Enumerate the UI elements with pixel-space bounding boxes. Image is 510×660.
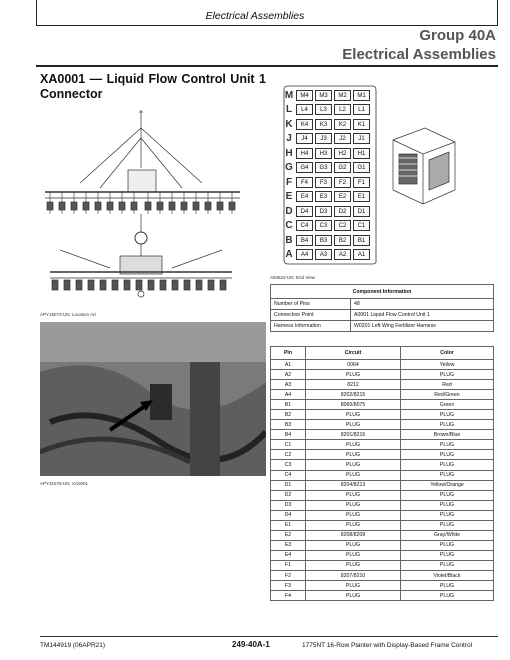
table-row — [271, 321, 494, 332]
pin-cell: F4 — [271, 591, 306, 601]
footer-page-number: 249-40A-1 — [232, 640, 270, 649]
table-row — [271, 400, 494, 410]
color-cell: Yellow — [401, 360, 494, 370]
pin-cell: C3 — [271, 460, 306, 470]
circuit-cell: PLUG — [306, 510, 401, 520]
pin-cell: E3 — [315, 191, 332, 202]
pin-cell: A4 — [271, 390, 306, 400]
color-cell: PLUG — [401, 370, 494, 380]
pin-row — [282, 190, 378, 205]
pin-cell: E1 — [271, 520, 306, 530]
pin-row-label: B — [285, 234, 293, 246]
pin-row-label: A — [285, 249, 293, 261]
pin-cell: D1 — [271, 480, 306, 490]
color-cell: Red — [401, 380, 494, 390]
color-cell: PLUG — [401, 550, 494, 560]
info-label: Number of Pins — [271, 299, 351, 310]
pin-row — [282, 175, 378, 190]
table-row — [271, 520, 494, 530]
pin-cell: J4 — [296, 133, 313, 144]
pin-cell: K3 — [315, 119, 332, 130]
table-row — [271, 470, 494, 480]
connector-3d-illustration — [385, 120, 465, 210]
pin-cell: B4 — [296, 235, 313, 246]
circuit-cell: PLUG — [306, 500, 401, 510]
table-row — [271, 490, 494, 500]
section-title: Electrical Assemblies — [342, 46, 496, 63]
pin-row — [282, 204, 378, 219]
pin-cell: B1 — [353, 235, 370, 246]
pin-cell: A1 — [271, 360, 306, 370]
color-cell: PLUG — [401, 490, 494, 500]
pin-cell: H1 — [353, 148, 370, 159]
circuit-cell: PLUG — [306, 440, 401, 450]
table-row — [271, 440, 494, 450]
pin-cell: F3 — [315, 177, 332, 188]
circuit-cell: 8212 — [306, 380, 401, 390]
circuit-cell: PLUG — [306, 460, 401, 470]
pin-row-label: C — [285, 220, 293, 232]
pin-cell: M2 — [334, 90, 351, 101]
pin-row-label: L — [285, 104, 293, 116]
table-row — [271, 370, 494, 380]
footer-product: 1775NT 16-Row Planter with Display-Based Frame Control — [302, 642, 473, 649]
component-info-table — [270, 284, 494, 332]
table-row — [271, 380, 494, 390]
circuit-cell: PLUG — [306, 550, 401, 560]
color-cell: PLUG — [401, 470, 494, 480]
pin-row-label: J — [286, 133, 292, 145]
pin-grid — [282, 88, 378, 262]
pin-cell: M4 — [296, 90, 313, 101]
pin-cell: A2 — [271, 370, 306, 380]
table-row — [271, 310, 494, 321]
pin-cell: H3 — [315, 148, 332, 159]
circuit-cell: PLUG — [306, 410, 401, 420]
pin-row — [282, 233, 378, 248]
pin-cell: B2 — [271, 410, 306, 420]
color-cell: Gray/White — [401, 530, 494, 540]
pin-circuit-table — [270, 346, 494, 601]
running-head: Electrical Assemblies — [205, 10, 305, 22]
pin-cell: E1 — [353, 191, 370, 202]
circuit-cell: PLUG — [306, 581, 401, 591]
pin-cell: A2 — [334, 249, 351, 260]
table-row — [271, 530, 494, 540]
pin-cell: D3 — [271, 500, 306, 510]
circuit-cell: PLUG — [306, 420, 401, 430]
color-cell: PLUG — [401, 510, 494, 520]
pin-cell: J1 — [353, 133, 370, 144]
pin-cell: E2 — [271, 530, 306, 540]
color-cell: PLUG — [401, 520, 494, 530]
planter-location-illustration — [40, 108, 266, 308]
table-row — [271, 570, 494, 580]
circuit-cell: PLUG — [306, 470, 401, 480]
pin-row — [282, 117, 378, 132]
color-cell: PLUG — [401, 460, 494, 470]
table-row — [271, 581, 494, 591]
connector-location-photo — [40, 322, 266, 476]
pin-cell: G2 — [334, 162, 351, 173]
pin-cell: L3 — [315, 104, 332, 115]
pin-cell: C1 — [271, 440, 306, 450]
circuit-cell: 8207/8210 — [306, 570, 401, 580]
circuit-cell: 8065/8075 — [306, 400, 401, 410]
pin-row-label: E — [285, 191, 293, 203]
pin-cell: A3 — [271, 380, 306, 390]
pin-cell: G4 — [296, 162, 313, 173]
pin-row — [282, 103, 378, 118]
pin-row-label: M — [284, 89, 294, 101]
pin-cell: B2 — [334, 235, 351, 246]
pin-cell: E2 — [334, 191, 351, 202]
color-cell: Red/Green — [401, 390, 494, 400]
pin-cell: F1 — [271, 560, 306, 570]
connector-end-view — [282, 84, 378, 266]
table-row — [271, 360, 494, 370]
pin-cell: J3 — [315, 133, 332, 144]
color-cell: Brown/Blue — [401, 430, 494, 440]
pin-cell: E4 — [271, 550, 306, 560]
circuit-cell: 8202/8215 — [306, 390, 401, 400]
circuit-header: Circuit — [306, 347, 401, 360]
pin-cell: E4 — [296, 191, 313, 202]
pin-cell: L4 — [296, 104, 313, 115]
pin-cell: C1 — [353, 220, 370, 231]
pin-cell: M1 — [353, 90, 370, 101]
pin-cell: C4 — [271, 470, 306, 480]
info-value: W0201 Left Wing Fertilizer Harness — [351, 321, 494, 332]
pin-cell: D2 — [271, 490, 306, 500]
pin-cell: F1 — [353, 177, 370, 188]
table-row — [271, 430, 494, 440]
footer-rule — [40, 636, 498, 637]
pin-row — [282, 219, 378, 234]
table-row — [271, 460, 494, 470]
table-row — [271, 560, 494, 570]
color-cell: Yellow/Orange — [401, 480, 494, 490]
table-row — [271, 510, 494, 520]
pin-cell: F2 — [334, 177, 351, 188]
pin-row — [282, 248, 378, 263]
pin-cell: B3 — [271, 420, 306, 430]
pin-row — [282, 132, 378, 147]
pin-cell: D1 — [353, 206, 370, 217]
info-label: Harness Information — [271, 321, 351, 332]
table-row — [271, 480, 494, 490]
circuit-cell: 0064 — [306, 360, 401, 370]
pin-row — [282, 88, 378, 103]
pin-cell: J2 — [334, 133, 351, 144]
pin-cell: M3 — [315, 90, 332, 101]
photo-caption: APY31575-UN: XA0001 — [40, 481, 89, 486]
pin-row — [282, 146, 378, 161]
circuit-cell: 8204/8213 — [306, 480, 401, 490]
color-cell: PLUG — [401, 540, 494, 550]
pin-cell: A4 — [296, 249, 313, 260]
pin-cell: F3 — [271, 581, 306, 591]
location-art-caption: APY19073-UN: Location Art — [40, 312, 96, 317]
color-cell: PLUG — [401, 560, 494, 570]
table-row — [271, 540, 494, 550]
table-row — [271, 410, 494, 420]
pin-cell: D3 — [315, 206, 332, 217]
pin-cell: H4 — [296, 148, 313, 159]
table-row — [271, 390, 494, 400]
pin-cell: E3 — [271, 540, 306, 550]
pin-cell: C3 — [315, 220, 332, 231]
table-row — [271, 450, 494, 460]
circuit-cell: PLUG — [306, 490, 401, 500]
circuit-cell: PLUG — [306, 520, 401, 530]
pin-row-label: H — [285, 147, 293, 159]
pin-cell: L2 — [334, 104, 351, 115]
pin-cell: K1 — [353, 119, 370, 130]
table-row — [271, 420, 494, 430]
color-cell: PLUG — [401, 410, 494, 420]
pin-cell: C4 — [296, 220, 313, 231]
pin-header: Pin — [271, 347, 306, 360]
pin-cell: K4 — [296, 119, 313, 130]
pin-cell: B4 — [271, 430, 306, 440]
table-row — [271, 550, 494, 560]
color-cell: PLUG — [401, 420, 494, 430]
end-view-caption: A94523-UN: End View — [270, 275, 315, 280]
pin-cell: G3 — [315, 162, 332, 173]
footer-doc-id: TM144919 (06APR21) — [40, 642, 106, 649]
circuit-cell: 8201/8216 — [306, 430, 401, 440]
table-row — [271, 500, 494, 510]
color-cell: PLUG — [401, 581, 494, 591]
header-rule — [36, 25, 498, 26]
pin-cell: A1 — [353, 249, 370, 260]
pin-cell: L1 — [353, 104, 370, 115]
color-cell: Violet/Black — [401, 570, 494, 580]
pin-cell: F4 — [296, 177, 313, 188]
pin-row — [282, 161, 378, 176]
color-cell: PLUG — [401, 591, 494, 601]
pin-row-label: K — [285, 118, 293, 130]
info-value: A0001 Liquid Flow Control Unit 1 — [351, 310, 494, 321]
circuit-cell: PLUG — [306, 370, 401, 380]
color-header: Color — [401, 347, 494, 360]
pin-cell: A3 — [315, 249, 332, 260]
title-rule — [36, 65, 498, 67]
pin-cell: G1 — [353, 162, 370, 173]
table-row — [271, 591, 494, 601]
pin-cell: H2 — [334, 148, 351, 159]
pin-row-label: G — [285, 162, 293, 174]
pin-cell: B1 — [271, 400, 306, 410]
circuit-cell: PLUG — [306, 540, 401, 550]
pin-row-label: F — [285, 176, 293, 188]
pin-cell: D4 — [271, 510, 306, 520]
connector-title: XA0001 — Liquid Flow Control Unit 1 Connector — [40, 72, 266, 101]
color-cell: Green — [401, 400, 494, 410]
pin-cell: C2 — [334, 220, 351, 231]
group-label: Group 40A — [419, 27, 496, 44]
table-row — [271, 299, 494, 310]
pin-row-label: D — [285, 205, 293, 217]
info-value: 48 — [351, 299, 494, 310]
pin-cell: K2 — [334, 119, 351, 130]
color-cell: PLUG — [401, 500, 494, 510]
color-cell: PLUG — [401, 440, 494, 450]
circuit-cell: 8208/8209 — [306, 530, 401, 540]
pin-cell: C2 — [271, 450, 306, 460]
pin-cell: B3 — [315, 235, 332, 246]
circuit-cell: PLUG — [306, 591, 401, 601]
info-label: Connection Point — [271, 310, 351, 321]
color-cell: PLUG — [401, 450, 494, 460]
pin-cell: D4 — [296, 206, 313, 217]
circuit-cell: PLUG — [306, 560, 401, 570]
circuit-cell: PLUG — [306, 450, 401, 460]
pin-cell: F2 — [271, 570, 306, 580]
component-info-title: Component Information — [271, 285, 494, 299]
pin-cell: D2 — [334, 206, 351, 217]
